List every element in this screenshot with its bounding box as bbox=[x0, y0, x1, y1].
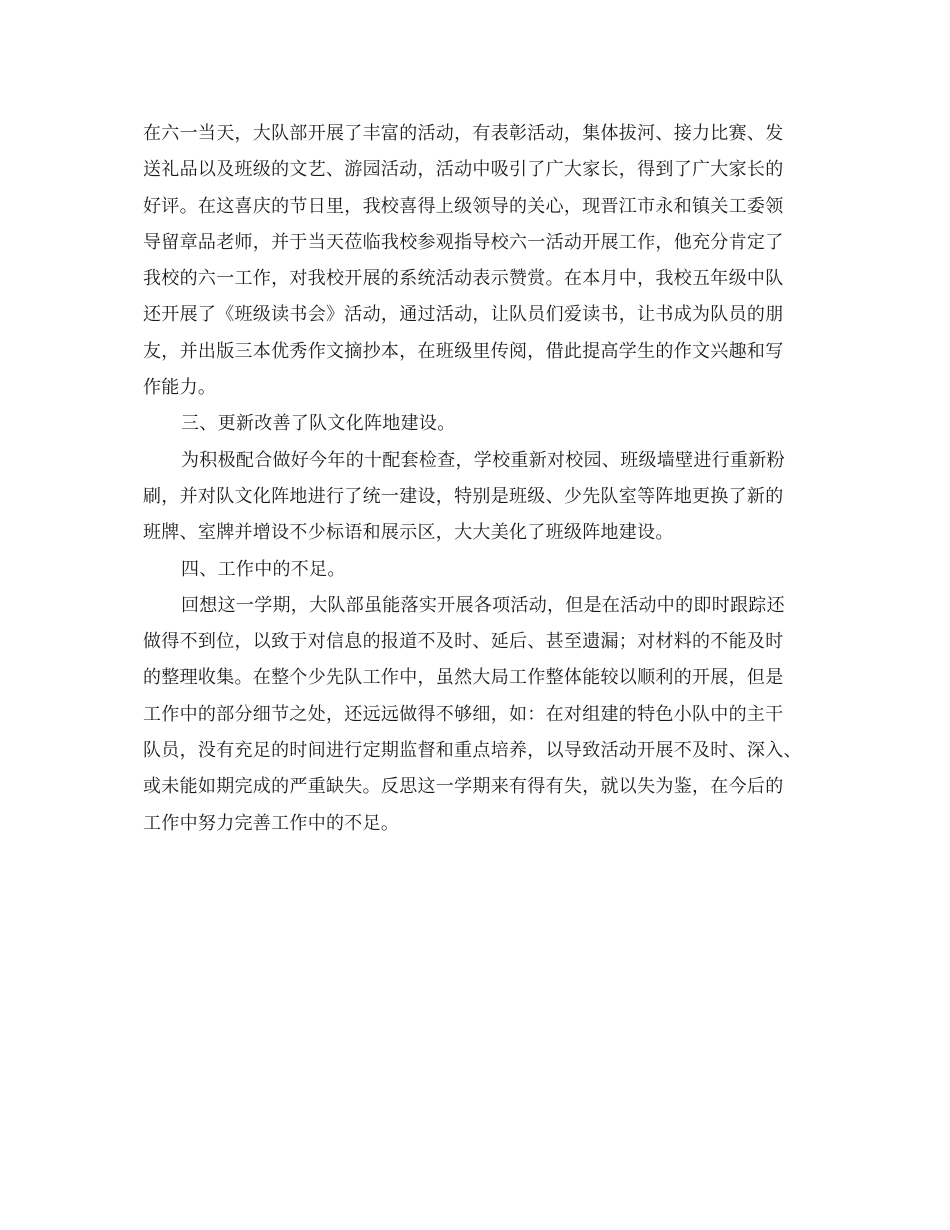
text-line: 工作中努力完善工作中的不足。 bbox=[143, 812, 400, 834]
text-line: 的整理收集。在整个少先队工作中，虽然大局工作整体能较以顺利的开展，但是 bbox=[143, 667, 784, 689]
paragraph-start-line: 回想这一学期，大队部虽能落实开展各项活动，但是在活动中的即时跟踪还 bbox=[181, 594, 785, 616]
text-line: 好评。在这喜庆的节日里，我校喜得上级领导的关心，现晋江市永和镇关工委领 bbox=[143, 195, 784, 217]
paragraph-start-line: 四、工作中的不足。 bbox=[181, 558, 346, 580]
text-line: 友，并出版三本优秀作文摘抄本，在班级里传阅，借此提高学生的作文兴趣和写 bbox=[143, 340, 784, 362]
text-line: 或未能如期完成的严重缺失。反思这一学期来有得有失，就以失为鉴，在今后的 bbox=[143, 776, 784, 798]
text-line: 在六一当天，大队部开展了丰富的活动，有表彰活动，集体拔河、接力比赛、发 bbox=[143, 123, 784, 144]
text-line: 做得不到位，以致于对信息的报道不及时、延后、甚至遗漏；对材料的不能及时 bbox=[143, 631, 784, 653]
paragraph-start-line: 为积极配合做好今年的十配套检查，学校重新对校园、班级墙壁进行重新粉 bbox=[181, 449, 785, 471]
text-line: 班牌、室牌并增设不少标语和展示区，大大美化了班级阵地建设。 bbox=[143, 522, 674, 544]
text-line: 作能力。 bbox=[143, 377, 217, 399]
text-line: 工作中的部分细节之处，还远远做得不够细，如：在对组建的特色小队中的主干 bbox=[143, 703, 784, 725]
paragraph-start-line: 三、更新改善了队文化阵地建设。 bbox=[181, 413, 456, 435]
text-line: 还开展了《班级读书会》活动，通过活动，让队员们爱读书，让书成为队员的朋 bbox=[143, 304, 784, 326]
document-body bbox=[143, 116, 808, 842]
text-line: 导留章品老师，并于当天莅临我校参观指导校六一活动开展工作，他充分肯定了 bbox=[143, 231, 784, 253]
text-line: 队员，没有充足的时间进行定期监督和重点培养，以导致活动开展不及时、深入、 bbox=[143, 740, 802, 762]
text-line: 送礼品以及班级的文艺、游园活动，活动中吸引了广大家长，得到了广大家长的 bbox=[143, 159, 784, 181]
text-line: 刷，并对队文化阵地进行了统一建设，特别是班级、少先队室等阵地更换了新的 bbox=[143, 485, 784, 507]
text-line: 我校的六一工作，对我校开展的系统活动表示赞赏。在本月中，我校五年级中队 bbox=[143, 268, 784, 290]
